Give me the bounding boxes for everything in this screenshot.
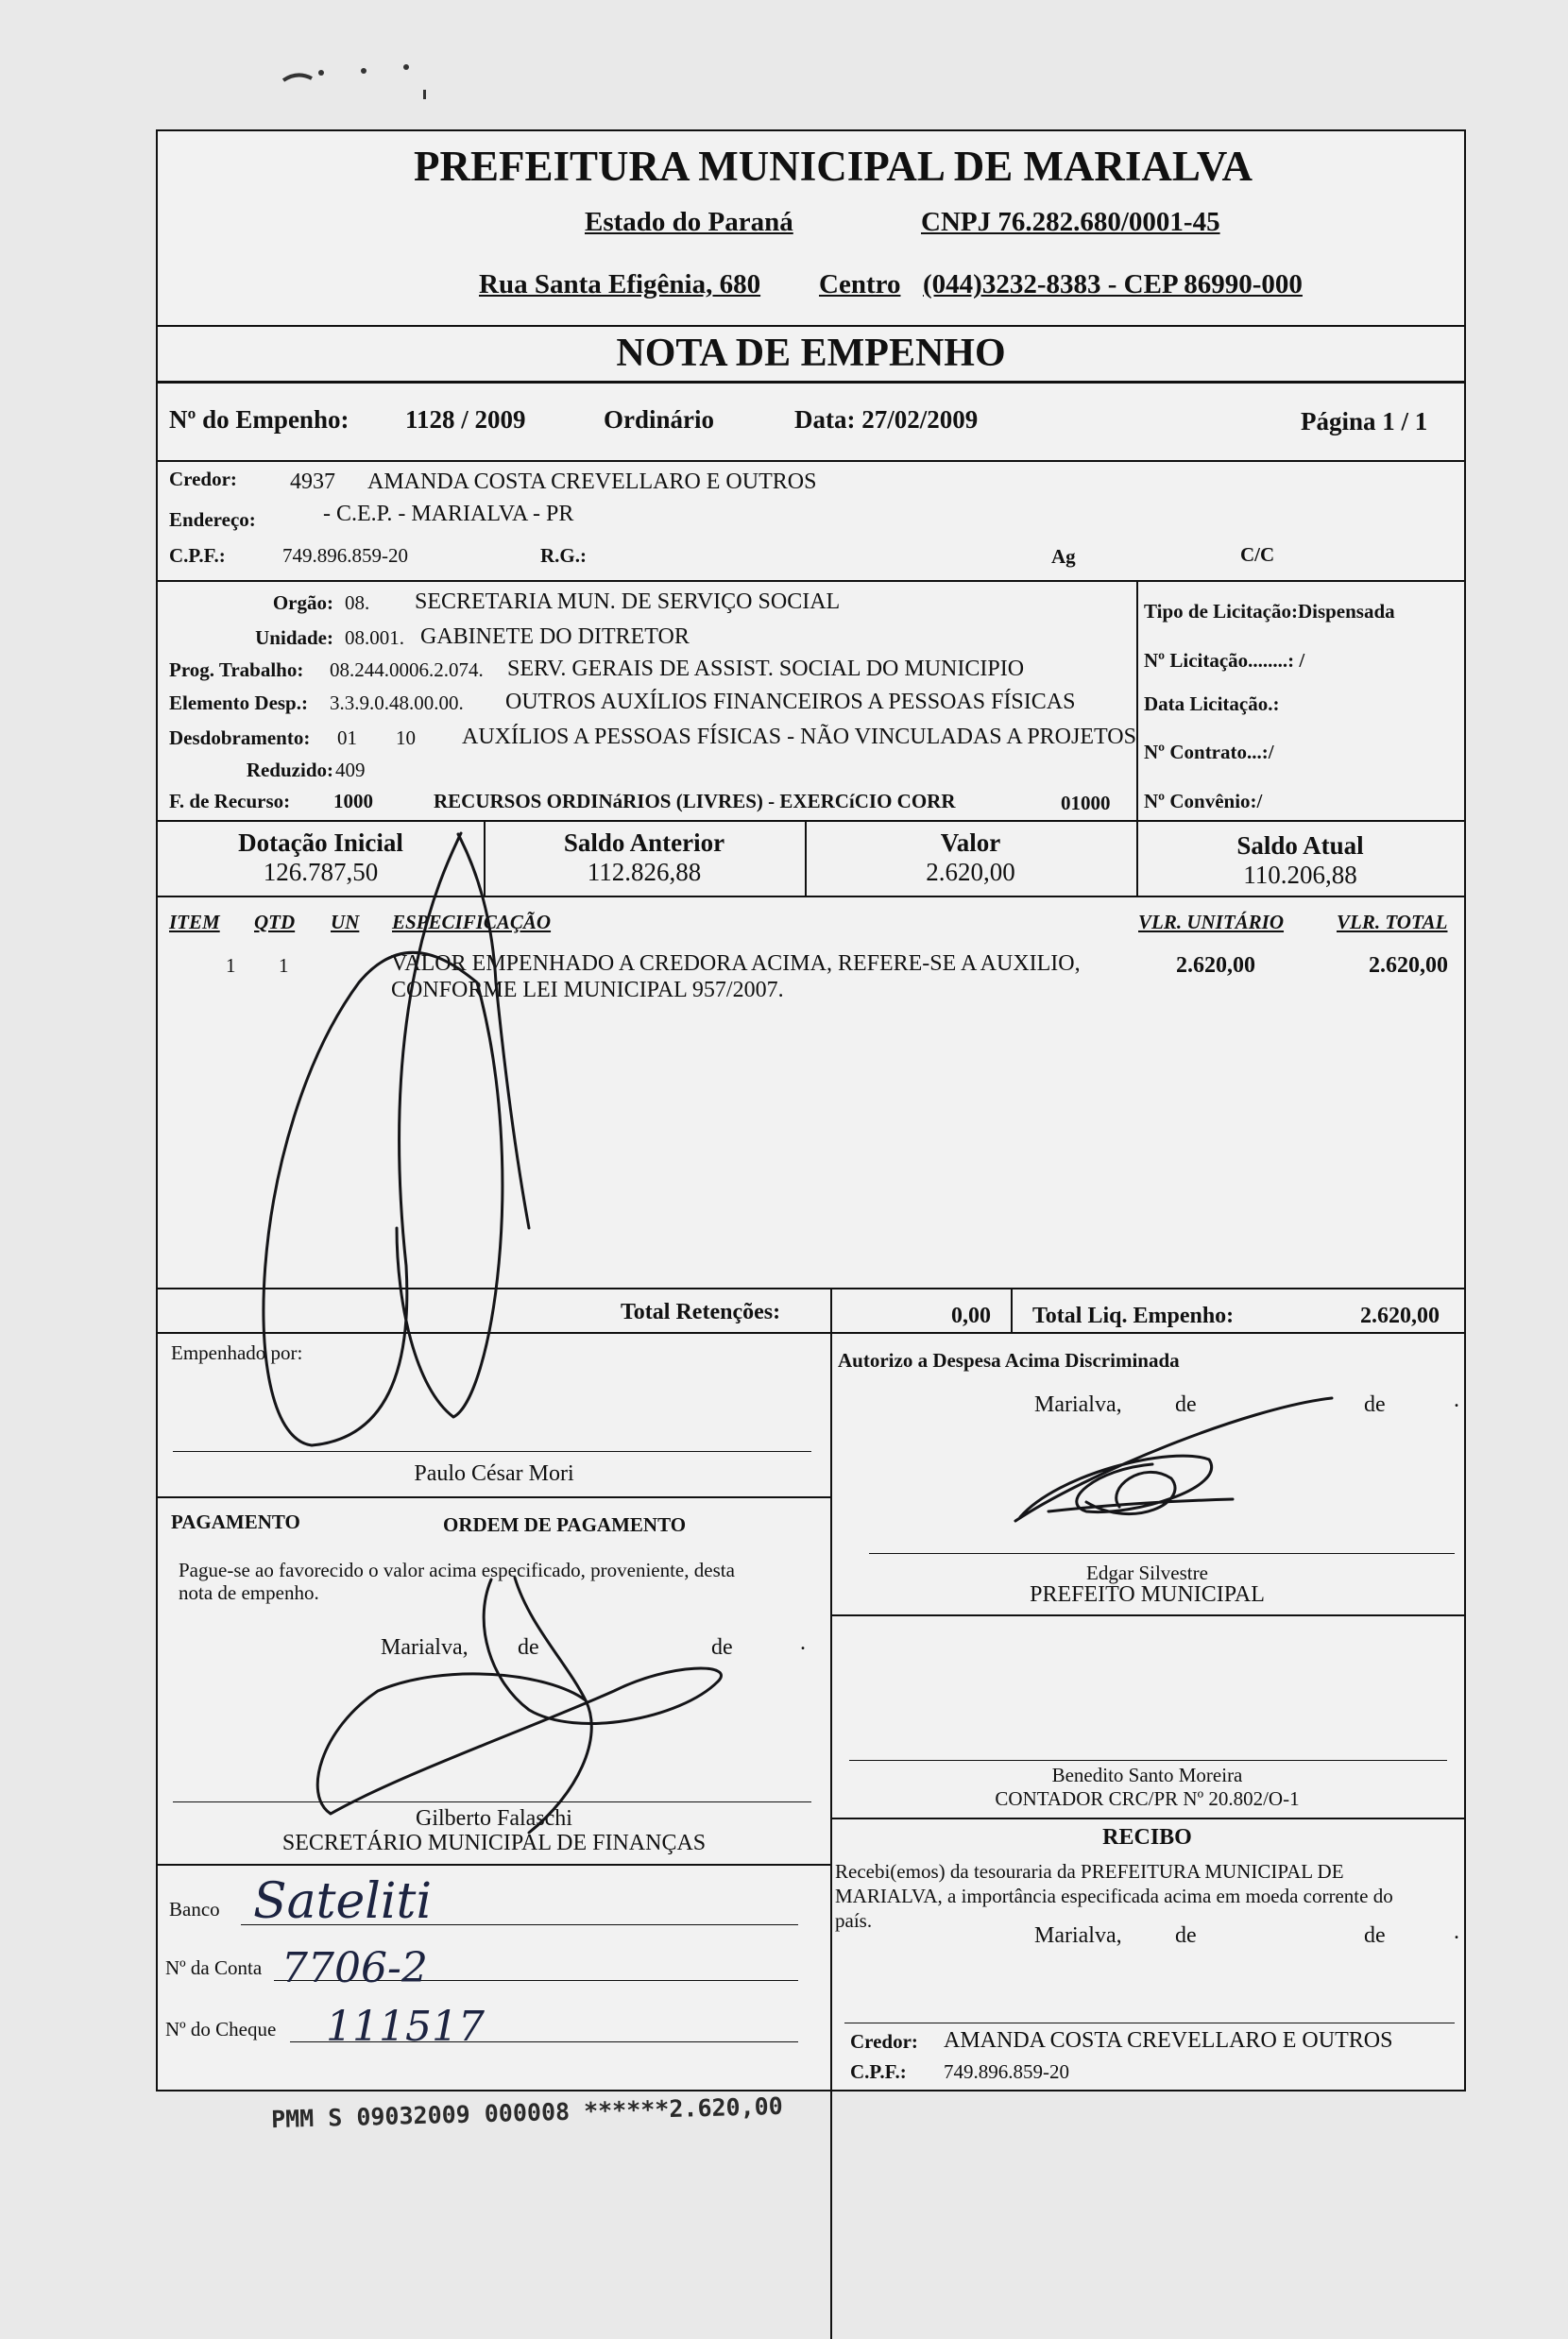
saldo-atual-value: 110.206,88 — [1243, 861, 1357, 889]
recibo-title: RECIBO — [1102, 1825, 1192, 1850]
numero-contrato: Nº Contrato...:/ — [1144, 741, 1274, 763]
credor-cpf: 749.896.859-20 — [282, 544, 408, 567]
pagamento-ponto: . — [800, 1630, 806, 1655]
autorizo-ponto: . — [1454, 1388, 1459, 1412]
payment-stamp: PMM S 09032009 000008 ******2.620,00 — [270, 2091, 784, 2134]
orgao-code: 08. — [345, 591, 370, 614]
credor-name: AMANDA COSTA CREVELLARO E OUTROS — [367, 470, 817, 494]
numero-licitacao: Nº Licitação........: / — [1144, 649, 1305, 672]
contador-cargo: CONTADOR CRC/PR Nº 20.802/O-1 — [995, 1787, 1300, 1810]
row-description-line1: VALOR EMPENHADO A CREDORA ACIMA, REFERE-SE A AUXILIO, — [391, 951, 1081, 976]
pagamento-text-line1: Pague-se ao favorecido o valor acima especificado, proveniente, desta — [179, 1559, 735, 1581]
col-header-item: ITEM — [169, 911, 220, 933]
row-description-line2: CONFORME LEI MUNICIPAL 957/2007. — [391, 978, 784, 1002]
signature-stroke — [458, 834, 529, 1228]
row-item: 1 — [226, 954, 236, 977]
recibo-cpf: 749.896.859-20 — [944, 2060, 1069, 2083]
retencoes-value: 0,00 — [951, 1304, 991, 1328]
header-cnpj: CNPJ 76.282.680/0001-45 — [921, 207, 1220, 237]
conta-handwriting: 7706-2 — [281, 1944, 428, 1992]
recibo-credor-label: Credor: — [850, 2030, 918, 2053]
saldo-atual-label: Saldo Atual — [1236, 831, 1364, 860]
pagamento-local: Marialva, — [381, 1635, 469, 1660]
recibo-de2: de — [1364, 1923, 1386, 1948]
empenhado-label: Empenhado por: — [171, 1341, 303, 1364]
banco-label: Banco — [169, 1898, 220, 1921]
data-licitacao: Data Licitação.: — [1144, 692, 1280, 715]
reduzido-label: Reduzido: — [246, 759, 333, 781]
orgao-label: Orgão: — [272, 591, 333, 614]
secretario-cargo: SECRETÁRIO MUNICIPAL DE FINANÇAS — [281, 1831, 707, 1855]
conta-label: Nº da Conta — [165, 1956, 263, 1979]
empenho-number: 1128 / 2009 — [405, 405, 526, 434]
recurso-label: F. de Recurso: — [169, 790, 291, 812]
recibo-text-line1: Recebi(emos) da tesouraria da PREFEITURA MUNICIPAL DE — [835, 1860, 1344, 1883]
header-estado: Estado do Paraná — [585, 207, 793, 237]
signature-stroke — [1015, 1398, 1332, 1521]
col-header-especificacao: ESPECIFICAÇÃO — [392, 911, 552, 933]
empenho-label: Nº do Empenho: — [169, 405, 349, 434]
autorizo-de2: de — [1364, 1392, 1386, 1417]
saldo-anterior-value: 112.826,88 — [587, 858, 702, 886]
prefeito-cargo: PREFEITO MUNICIPAL — [1030, 1582, 1265, 1607]
recurso-code: 1000 — [333, 790, 373, 812]
col-header-vlr-total: VLR. TOTAL — [1337, 911, 1448, 933]
signature-stroke — [317, 1578, 721, 1833]
pagamento-label: PAGAMENTO — [171, 1511, 300, 1533]
banco-handwriting: Sateliti — [253, 1873, 433, 1930]
cheque-label: Nº do Cheque — [165, 2018, 277, 2040]
header-title: PREFEITURA MUNICIPAL DE MARIALVA — [413, 143, 1253, 190]
prefeito-name: Edgar Silvestre — [1086, 1562, 1208, 1584]
endereco-label: Endereço: — [169, 508, 256, 531]
elemento-label: Elemento Desp.: — [169, 691, 308, 714]
secretario-name: Gilberto Falaschi — [416, 1806, 572, 1831]
unidade-code: 08.001. — [345, 626, 404, 649]
ag-label: Ag — [1051, 545, 1076, 568]
empenhado-name: Paulo César Mori — [414, 1461, 574, 1486]
unidade-name: GABINETE DO DITRETOR — [420, 624, 690, 649]
ordem-pagamento-label: ORDEM DE PAGAMENTO — [443, 1513, 687, 1536]
row-qtd: 1 — [279, 954, 289, 977]
page-number: Página 1 / 1 — [1301, 407, 1428, 435]
prog-code: 08.244.0006.2.074. — [330, 658, 484, 681]
desdobramento-a: 01 — [337, 726, 357, 749]
pagamento-text-line2: nota de empenho. — [179, 1581, 319, 1604]
handwritten-banco — [253, 1873, 432, 1930]
liq-empenho-label: Total Liq. Empenho: — [1032, 1304, 1235, 1328]
col-header-un: UN — [331, 911, 360, 933]
retencoes-label: Total Retenções: — [621, 1300, 781, 1324]
liq-empenho-value: 2.620,00 — [1360, 1304, 1440, 1328]
saldo-anterior-label: Saldo Anterior — [563, 828, 725, 857]
autorizo-de1: de — [1175, 1392, 1197, 1417]
recibo-text-line2: MARIALVA, a importância especificada acima em moeda corrente do — [835, 1885, 1393, 1907]
pagamento-de1: de — [518, 1635, 539, 1660]
autorizo-local: Marialva, — [1034, 1392, 1122, 1417]
header-address: Rua Santa Efigênia, 680 — [479, 269, 761, 299]
credor-code: 4937 — [290, 470, 335, 494]
empenho-type: Ordinário — [604, 405, 715, 434]
desdobramento-label: Desdobramento: — [169, 726, 311, 749]
recibo-credor-name: AMANDA COSTA CREVELLARO E OUTROS — [944, 2028, 1393, 2053]
signature-stroke — [264, 833, 503, 1445]
numero-convenio: Nº Convênio:/ — [1144, 790, 1263, 812]
reduzido-value: 409 — [335, 759, 366, 781]
recurso-number: 01000 — [1061, 792, 1111, 814]
recibo-local: Marialva, — [1034, 1923, 1122, 1948]
header-phone-cep: (044)3232-8383 - CEP 86990-000 — [923, 269, 1303, 299]
row-total-value: 2.620,00 — [1369, 953, 1448, 978]
cc-label: C/C — [1240, 543, 1275, 566]
empenho-date: Data: 27/02/2009 — [794, 405, 979, 434]
recibo-ponto: . — [1454, 1920, 1459, 1944]
desdobramento-name: AUXÍLIOS A PESSOAS FÍSICAS - NÃO VINCULADAS A PROJETOS — [462, 725, 1136, 749]
elemento-name: OUTROS AUXÍLIOS FINANCEIROS A PESSOAS FÍSICAS — [505, 690, 1076, 714]
tipo-licitacao: Tipo de Licitação:Dispensada — [1144, 600, 1395, 623]
cheque-handwriting: 111517 — [326, 2003, 485, 2051]
orgao-name: SECRETARIA MUN. DE SERVIÇO SOCIAL — [415, 589, 841, 614]
cpf-label: C.P.F.: — [169, 544, 226, 567]
prog-label: Prog. Trabalho: — [169, 658, 304, 681]
valor-value: 2.620,00 — [926, 858, 1015, 886]
prog-name: SERV. GERAIS DE ASSIST. SOCIAL DO MUNICIPIO — [507, 657, 1025, 681]
unidade-label: Unidade: — [255, 626, 333, 649]
rg-label: R.G.: — [540, 544, 587, 567]
scan-marks — [274, 52, 463, 128]
row-unit-value: 2.620,00 — [1176, 953, 1255, 978]
recibo-text-line3: país. — [835, 1909, 873, 1932]
col-header-vlr-unitario: VLR. UNITÁRIO — [1138, 911, 1285, 933]
credor-label: Credor: — [169, 468, 237, 490]
header-bairro: Centro — [819, 269, 901, 299]
valor-label: Valor — [940, 828, 1001, 857]
recibo-cpf-label: C.P.F.: — [850, 2060, 907, 2083]
pagamento-de2: de — [711, 1635, 733, 1660]
dotacao-inicial-value: 126.787,50 — [263, 858, 379, 886]
elemento-code: 3.3.9.0.48.00.00. — [330, 691, 464, 714]
dotacao-inicial-label: Dotação Inicial — [238, 828, 403, 857]
contador-name: Benedito Santo Moreira — [1051, 1764, 1243, 1786]
recibo-de1: de — [1175, 1923, 1197, 1948]
autorizo-label: Autorizo a Despesa Acima Discriminada — [838, 1349, 1180, 1372]
desdobramento-b: 10 — [396, 726, 416, 749]
doc-title: NOTA DE EMPENHO — [616, 332, 1006, 375]
col-header-qtd: QTD — [254, 911, 296, 933]
recurso-name: RECURSOS ORDINáRIOS (LIVRES) - EXERCíCIO CORR — [434, 790, 956, 812]
credor-address: - C.E.P. - MARIALVA - PR — [323, 502, 574, 526]
